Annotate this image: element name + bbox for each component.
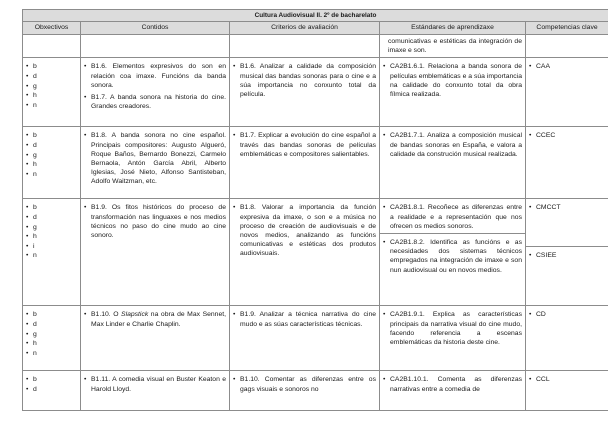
contido-text: B1.10. O: [91, 311, 122, 319]
contidos-list: [81, 58, 229, 116]
contido-item: • B1.7. A banda sonora na historia do cine. Grandes creadores.: [83, 93, 226, 111]
criterios-list: [230, 306, 379, 333]
competencia-item: • CCEC: [528, 131, 605, 140]
criterios-list: [230, 127, 379, 164]
obxectivo-item: • h: [25, 232, 78, 242]
contidos-list: [81, 306, 229, 333]
criterios-list: [230, 371, 379, 398]
competencias-list: [526, 306, 608, 324]
obxectivo-item: • n: [25, 349, 78, 359]
competencia-item: • CD: [528, 310, 605, 319]
estandares-list: [380, 127, 525, 164]
obxectivo-item: • g: [25, 330, 78, 340]
header-estandares: Estándares de aprendizaxe: [380, 22, 526, 35]
obxectivo-item: • d: [25, 141, 78, 151]
contido-item: • B1.11. A comedia visual en Buster Keaton e Harold Lloyd.: [83, 375, 226, 393]
competencia-item: • CCL: [528, 375, 605, 384]
header-contidos: Contidos: [81, 22, 230, 35]
table-row: [23, 58, 609, 127]
obxectivo-item: • d: [25, 385, 78, 395]
obxectivo-item: • b: [25, 375, 78, 385]
estandar-item: • CA2B1.7.1. Analiza a composición musical de bandas sonoras en España, e valora a calidade da construción musical realizada.: [382, 131, 522, 159]
obxectivos-list: [23, 306, 80, 360]
obxectivos-list: [23, 371, 80, 396]
curriculum-page: [22, 9, 608, 439]
obxectivo-item: • d: [25, 72, 78, 82]
header-competencias: Competencias clave: [526, 22, 609, 35]
obxectivo-item: • d: [25, 320, 78, 330]
criterios-list: [230, 199, 379, 263]
estandar-item: • CA2B1.6.1. Relaciona a banda sonora de películas emblemáticas e a súa importancia na calidade do conxunto total da obra fílmica realizada.: [382, 62, 522, 99]
competencia-item: • CMCCT: [528, 203, 606, 212]
obxectivo-item: • g: [25, 151, 78, 161]
obxectivo-item: • d: [25, 213, 78, 223]
competencias-list: [526, 58, 608, 76]
contidos-list: [81, 199, 229, 245]
competencias-list: [526, 127, 608, 145]
estandares-list: [380, 58, 525, 104]
obxectivos-list: [23, 58, 80, 112]
competencia-item: • CAA: [528, 62, 605, 71]
obxectivos-list: [23, 127, 80, 181]
estandar-block: [380, 233, 525, 277]
estandar-block: [380, 199, 525, 233]
estandares-list: [380, 306, 525, 352]
table-row: [23, 371, 609, 411]
obxectivo-item: • i: [25, 242, 78, 252]
criterios-list: [230, 58, 379, 104]
obxectivo-item: • b: [25, 203, 78, 213]
obxectivo-item: • b: [25, 310, 78, 320]
contido-item: • B1.6. Elementos expresivos do son en relación coa imaxe. Funcións da banda sonora.: [83, 62, 226, 90]
criterio-item: • B1.10. Comentar as diferenzas entre os gags visuais e sonoros no: [232, 375, 376, 393]
obxectivo-item: • g: [25, 223, 78, 233]
estandar-item: • CA2B1.8.1. Recoñece as diferenzas entre a realidade e a representación que nos ofrecen os medios sonoros.: [382, 203, 522, 231]
obxectivos-list: [23, 199, 80, 263]
obxectivo-item: • g: [25, 82, 78, 92]
obxectivo-item: • b: [25, 131, 78, 141]
competencia-block: [526, 199, 608, 246]
obxectivo-item: • h: [25, 91, 78, 101]
criterio-item: • B1.6. Analizar a calidade da composición musical das bandas sonoras para o cine e a súa importancia no conxunto total da película.: [232, 62, 376, 99]
contido-item: • B1.8. A banda sonora no cine español. Principais compositores: Augusto Algueró, Roque Baños, Bernardo Bonezzi, Carmelo Bernaola, Antón García Abril, Alberto Iglesias, José Nieto, Alfonso Santisteban, Adolfo Waitzman, etc.: [83, 131, 226, 186]
competencias-list: [526, 371, 608, 389]
obxectivo-item: • n: [25, 170, 78, 180]
obxectivo-item: • b: [25, 62, 78, 72]
estandares-list: [380, 371, 525, 398]
obxectivo-item: • n: [25, 101, 78, 111]
competencia-item: • CSIEE: [528, 251, 606, 260]
header-criterios: Criterios de avaliación: [230, 22, 380, 35]
table-header-row: [23, 22, 609, 35]
criterio-item: • B1.7. Explicar a evolución do cine español a través das bandas sonoras de películas emblemáticas e compositores salientables.: [232, 131, 376, 159]
obxectivo-item: • n: [25, 251, 78, 261]
curriculum-table: [22, 9, 608, 411]
criterio-item: • B1.9. Analizar a técnica narrativa do cine mudo e as súas características técnicas.: [232, 310, 376, 328]
header-obxectivos: Obxectivos: [23, 22, 81, 35]
table-row: [23, 306, 609, 371]
table-title: Cultura Audiovisual II. 2º de bacharelato: [23, 10, 609, 22]
contido-text: na obra de Max Sennet, Max Linder e Charlie Chaplin.: [91, 311, 227, 328]
table-title-row: [23, 10, 609, 22]
table-row-continuation: [23, 35, 609, 58]
contido-item: [83, 310, 226, 328]
contido-item: • B1.9. Os fitos históricos do proceso de transformación nas linguaxes e nos medios técnicos no paso do cine mudo ao cine sonoro.: [83, 203, 226, 240]
contidos-list: [81, 127, 229, 191]
contidos-list: [81, 371, 229, 398]
estandar-item: • CA2B1.8.2. Identifica as funcións e as necesidades dos sistemas técnicos empregados na integración de imaxe e son nun audiovisual ou en novos medios.: [382, 238, 522, 275]
competencia-block: [526, 246, 608, 262]
continuation-text: comunicativas e estéticas da integración de imaxe e son.: [388, 38, 522, 55]
criterio-item: • B1.8. Valorar a importancia da función expresiva da imaxe, o son e a música no proceso de creación de audiovisuais e de novos medios, analizando as funcións comunicativas e estéticas dos produtos audiovisuais.: [232, 203, 376, 258]
obxectivo-item: • h: [25, 339, 78, 349]
contido-italic-term: Slapstick: [121, 311, 149, 319]
table-row: [23, 199, 609, 306]
obxectivo-item: • h: [25, 160, 78, 170]
estandar-item: • CA2B1.9.1. Explica as características principais da narrativa visual do cine mudo, facendo referencia a escenas emblemáticas da historia deste cine.: [382, 310, 522, 347]
estandar-item: • CA2B1.10.1. Comenta as diferenzas narrativas entre a comedia de: [382, 375, 522, 393]
table-row: [23, 127, 609, 199]
